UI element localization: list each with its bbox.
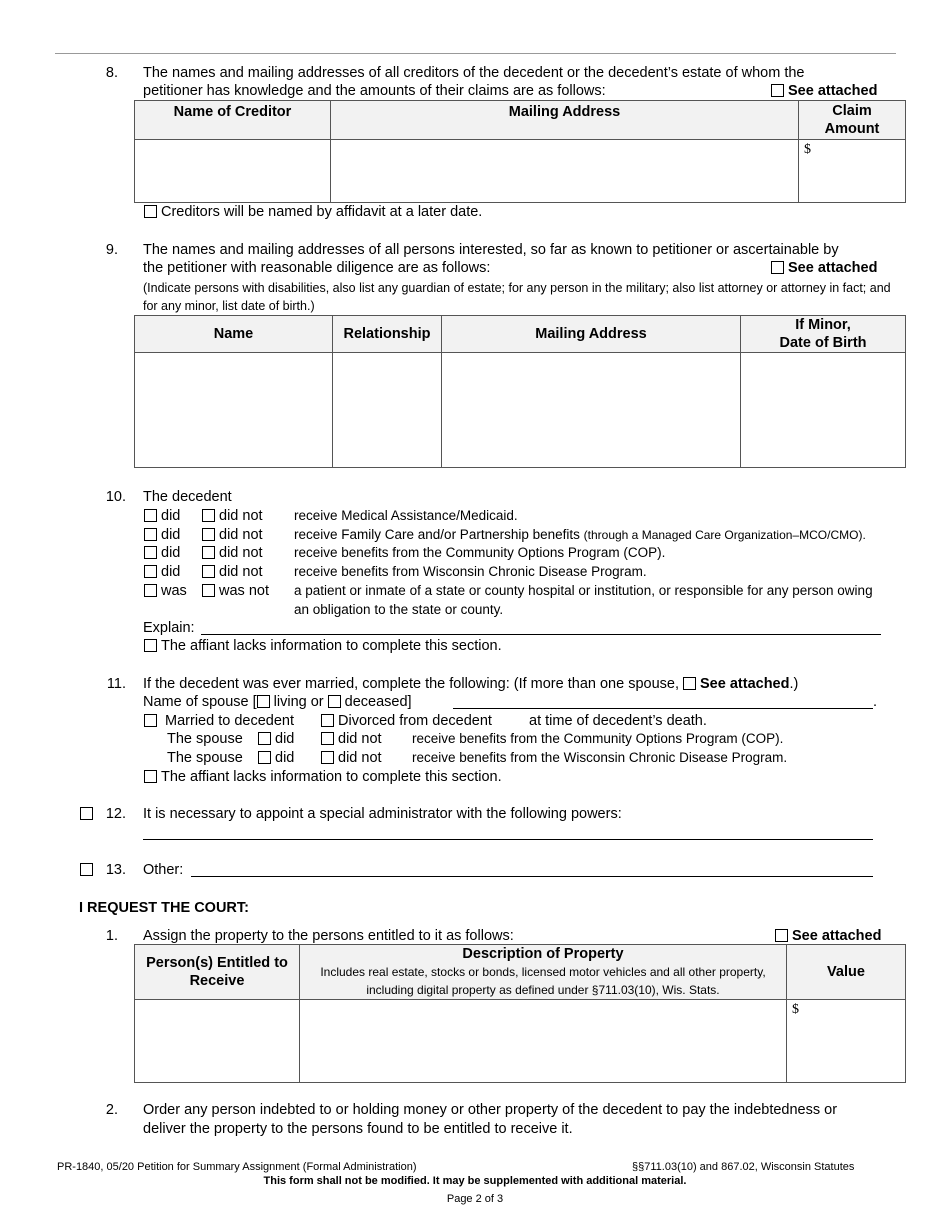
col-header-description: Description of Property Includes real estate, stocks or bonds, licensed motor vehicles and all other property, including digital property as defined under §711.03(10), Wis. Stats. (300, 945, 787, 1000)
see-attached-label: See attached (788, 260, 878, 276)
request-see-attached[interactable] (775, 928, 881, 944)
spouse-cop-text: receive benefits from the Community Options Program (COP). (412, 731, 784, 746)
was-option[interactable]: was (144, 583, 187, 599)
person-dob-cell[interactable] (741, 353, 906, 468)
checkbox[interactable] (202, 509, 215, 522)
checkbox[interactable] (258, 732, 271, 745)
patient-text-line1: a patient or inmate of a state or county hospital or institution, or responsible for any person owing (294, 583, 873, 598)
section-11-intro: If the decedent was ever married, complete the following: (If more than one spouse, See attached.) (143, 676, 799, 692)
col-header-mailing-address: Mailing Address (442, 316, 741, 353)
section-9-number: 9. (105, 242, 118, 258)
other-input-line[interactable] (191, 876, 873, 877)
lacks-info-label: The affiant lacks information to complete this section. (161, 769, 502, 785)
creditors-affidavit-label: Creditors will be named by affidavit at a later date. (161, 204, 483, 220)
checkbox[interactable] (144, 770, 157, 783)
creditors-affidavit-option[interactable] (144, 204, 482, 220)
checkbox[interactable] (80, 807, 93, 820)
did-option[interactable]: did (144, 545, 180, 561)
checkbox[interactable] (321, 751, 334, 764)
col-header-name: Name (135, 316, 333, 353)
powers-input-line[interactable] (143, 839, 873, 840)
col-header-claim-amount: Claim Amount (799, 101, 906, 140)
checkbox[interactable] (321, 732, 334, 745)
section-10-intro: The decedent (143, 489, 232, 505)
section-8-number: 8. (105, 65, 118, 81)
section-10-number: 10. (105, 489, 126, 505)
property-value-cell[interactable]: $ (787, 1000, 906, 1083)
col-header-minor-dob: If Minor, Date of Birth (741, 316, 906, 353)
creditor-address-cell[interactable] (331, 140, 799, 203)
checkbox[interactable] (202, 546, 215, 559)
checkbox[interactable] (144, 528, 157, 541)
checkbox[interactable] (144, 584, 157, 597)
property-person-cell[interactable] (135, 1000, 300, 1083)
top-rule (55, 53, 896, 54)
footer-statutes: §§711.03(10) and 867.02, Wisconsin Statutes (632, 1161, 855, 1173)
person-name-cell[interactable] (135, 353, 333, 468)
section-12-text: It is necessary to appoint a special administrator with the following powers: (143, 806, 622, 822)
s10-lacks-info-option[interactable] (144, 638, 502, 654)
col-header-value: Value (787, 945, 906, 1000)
did-not-option[interactable]: did not (321, 731, 382, 747)
spouse-label: The spouse (167, 731, 243, 747)
did-option[interactable]: did (258, 731, 294, 747)
spouse-name-input-line[interactable] (453, 708, 873, 709)
was-not-option[interactable]: was not (202, 583, 269, 599)
family-care-text: receive Family Care and/or Partnership benefits (through a Managed Care Organization–MCO/CMO). (294, 527, 866, 542)
did-not-option[interactable]: did not (321, 750, 382, 766)
checkbox[interactable] (80, 863, 93, 876)
section-11-number: 11. (106, 676, 126, 692)
section-9-note-line1: (Indicate persons with disabilities, also list any guardian of estate; for any person in the military; also list attorney or attorney in fact; and (143, 281, 891, 295)
property-description-cell[interactable] (300, 1000, 787, 1083)
col-header-name-of-creditor: Name of Creditor (135, 101, 331, 140)
checkbox[interactable] (202, 584, 215, 597)
wcdp-text: receive benefits from Wisconsin Chronic Disease Program. (294, 564, 647, 579)
request-2-line2: deliver the property to the persons found to be entitled to receive it. (143, 1121, 573, 1137)
footer-notice: This form shall not be modified. It may be supplemented with additional material. (263, 1175, 687, 1187)
request-2-number: 2. (105, 1102, 118, 1118)
see-attached-label: See attached (788, 83, 878, 99)
checkbox[interactable] (144, 714, 157, 727)
did-not-option[interactable]: did not (202, 527, 263, 543)
checkbox[interactable] (321, 714, 334, 727)
section-13-number: 13. (105, 862, 126, 878)
spouse-wcdp-text: receive benefits from the Wisconsin Chronic Disease Program. (412, 750, 788, 765)
creditor-amount-cell[interactable]: $ (799, 140, 906, 203)
checkbox[interactable] (258, 751, 271, 764)
section-9-see-attached[interactable] (771, 260, 877, 276)
section-12-number: 12. (105, 806, 126, 822)
did-not-option[interactable]: did not (202, 545, 263, 561)
creditors-table (134, 100, 906, 203)
checkbox[interactable] (144, 565, 157, 578)
checkbox[interactable] (144, 205, 157, 218)
col-header-mailing-address: Mailing Address (331, 101, 799, 140)
checkbox[interactable] (144, 639, 157, 652)
section-9-note-line2: for any minor, list date of birth.) (143, 299, 315, 313)
spouse-label: The spouse (167, 750, 243, 766)
checkbox[interactable] (771, 261, 784, 274)
did-not-option[interactable]: did not (202, 508, 263, 524)
checkbox[interactable] (144, 546, 157, 559)
divorced-option[interactable]: Divorced from decedent (321, 713, 492, 729)
section-9-text-line2: the petitioner with reasonable diligence are as follows: (143, 260, 491, 276)
person-relationship-cell[interactable] (333, 353, 442, 468)
deceased-checkbox[interactable] (328, 695, 341, 708)
section-12-checkbox[interactable] (80, 806, 97, 822)
interested-persons-table (134, 315, 906, 468)
person-address-cell[interactable] (442, 353, 741, 468)
did-option[interactable]: did (144, 527, 180, 543)
col-header-persons-entitled: Person(s) Entitled to Receive (135, 945, 300, 1000)
spouse-name-period: . (873, 694, 878, 710)
footer-page-number: Page 2 of 3 (446, 1193, 504, 1205)
living-checkbox[interactable] (257, 695, 270, 708)
see-attached-label: See attached (792, 928, 882, 944)
checkbox[interactable] (202, 565, 215, 578)
request-1-number: 1. (105, 928, 118, 944)
checkbox[interactable] (771, 84, 784, 97)
section-13-checkbox[interactable] (80, 862, 97, 878)
checkbox[interactable] (202, 528, 215, 541)
request-2-line1: Order any person indebted to or holding money or other property of the decedent to pay the indebtedness or (143, 1102, 838, 1118)
checkbox[interactable] (144, 509, 157, 522)
patient-text-line2: an obligation to the state or county. (294, 602, 504, 617)
section-13-text: Other: (143, 862, 184, 878)
cop-text: receive benefits from the Community Options Program (COP). (294, 545, 666, 560)
spouse-name-row: Name of spouse [ living or deceased] (143, 694, 412, 710)
did-option[interactable]: did (258, 750, 294, 766)
request-1-text: Assign the property to the persons entitled to it as follows: (143, 928, 514, 944)
did-option[interactable]: did (144, 508, 180, 524)
s11-lacks-info-option[interactable] (144, 769, 502, 785)
property-table (134, 944, 906, 1083)
explain-input-line[interactable] (201, 634, 881, 635)
medicaid-text: receive Medical Assistance/Medicaid. (294, 508, 518, 523)
section-8-text-line1: The names and mailing addresses of all creditors of the decedent or the decedent’s estate of whom the (143, 65, 805, 81)
checkbox[interactable] (775, 929, 788, 942)
col-header-relationship: Relationship (333, 316, 442, 353)
see-attached-checkbox[interactable] (683, 677, 696, 690)
did-option[interactable]: did (144, 564, 180, 580)
section-8-see-attached[interactable] (771, 83, 877, 99)
creditor-name-cell[interactable] (135, 140, 331, 203)
married-option[interactable]: Married to decedent (144, 713, 294, 729)
at-time-text: at time of decedent’s death. (529, 713, 707, 729)
footer-form-id: PR-1840, 05/20 Petition for Summary Assignment (Formal Administration) (57, 1161, 417, 1173)
section-8-text-line2: petitioner has knowledge and the amounts of their claims are as follows: (143, 83, 606, 99)
explain-label: Explain: (143, 620, 195, 636)
request-heading: I REQUEST THE COURT: (79, 900, 249, 916)
section-9-text-line1: The names and mailing addresses of all persons interested, so far as known to petitioner or ascertainable by (143, 242, 839, 258)
lacks-info-label: The affiant lacks information to complete this section. (161, 638, 502, 654)
did-not-option[interactable]: did not (202, 564, 263, 580)
